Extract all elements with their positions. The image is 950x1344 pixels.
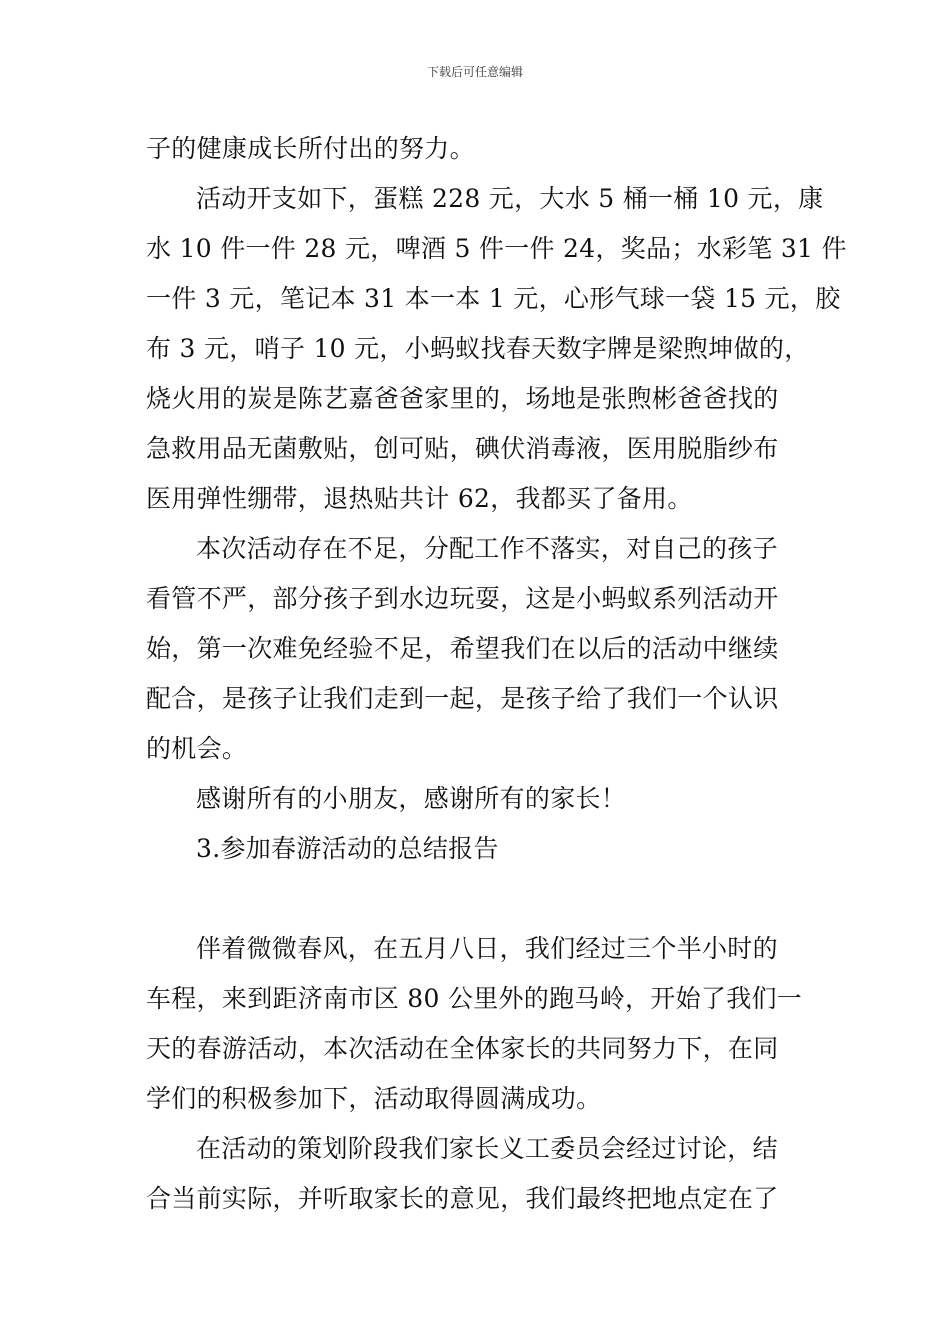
text-line: 看管不严，部分孩子到水边玩耍，这是小蚂蚁系列活动开 <box>146 584 779 613</box>
text-line: 合当前实际，并听取家长的意见，我们最终把地点定在了 <box>146 1184 779 1213</box>
text-line: 医用弹性绷带，退热贴共计 62，我都买了备用。 <box>146 484 693 513</box>
paragraph-start-line: 活动开支如下，蛋糕 228 元，大水 5 桶一桶 10 元，康 <box>196 184 824 213</box>
text-line: 配合，是孩子让我们走到一起，是孩子给了我们一个认识 <box>146 684 779 713</box>
blank-line <box>146 874 818 924</box>
text-line: 急救用品无菌敷贴，创可贴，碘伏消毒液，医用脱脂纱布 <box>146 434 779 463</box>
text-line: 布 3 元，哨子 10 元，小蚂蚁找春天数字牌是梁煦坤做的， <box>146 334 810 363</box>
text-line: 始，第一次难免经验不足，希望我们在以后的活动中继续 <box>146 634 779 663</box>
page-header: 下载后可任意编辑 <box>426 65 523 79</box>
paragraph-start-line: 感谢所有的小朋友，感谢所有的家长！ <box>196 784 627 813</box>
section-heading: 3.参加春游活动的总结报告 <box>196 834 499 863</box>
paragraph-start-line: 本次活动存在不足，分配工作不落实，对自己的孩子 <box>196 534 778 563</box>
text-line: 车程，来到距济南市区 80 公里外的跑马岭，开始了我们一 <box>146 984 803 1013</box>
text-line: 天的春游活动，本次活动在全体家长的共同努力下，在同 <box>146 1034 779 1063</box>
text-line: 水 10 件一件 28 元，啤酒 5 件一件 24，奖品；水彩笔 31 件 <box>146 234 847 263</box>
paragraph-start-line: 伴着微微春风，在五月八日，我们经过三个半小时的 <box>196 934 778 963</box>
text-line: 烧火用的炭是陈艺嘉爸爸家里的，场地是张煦彬爸爸找的 <box>146 384 779 413</box>
text-line: 的机会。 <box>146 734 248 763</box>
text-line: 子的健康成长所付出的努力。 <box>146 134 475 163</box>
text-line: 学们的积极参加下，活动取得圆满成功。 <box>146 1084 602 1113</box>
document-body <box>146 124 847 1224</box>
paragraph-start-line: 在活动的策划阶段我们家长义工委员会经过讨论，结 <box>196 1134 778 1163</box>
text-line: 一件 3 元，笔记本 31 本一本 1 元，心形气球一袋 15 元，胶 <box>146 284 841 313</box>
